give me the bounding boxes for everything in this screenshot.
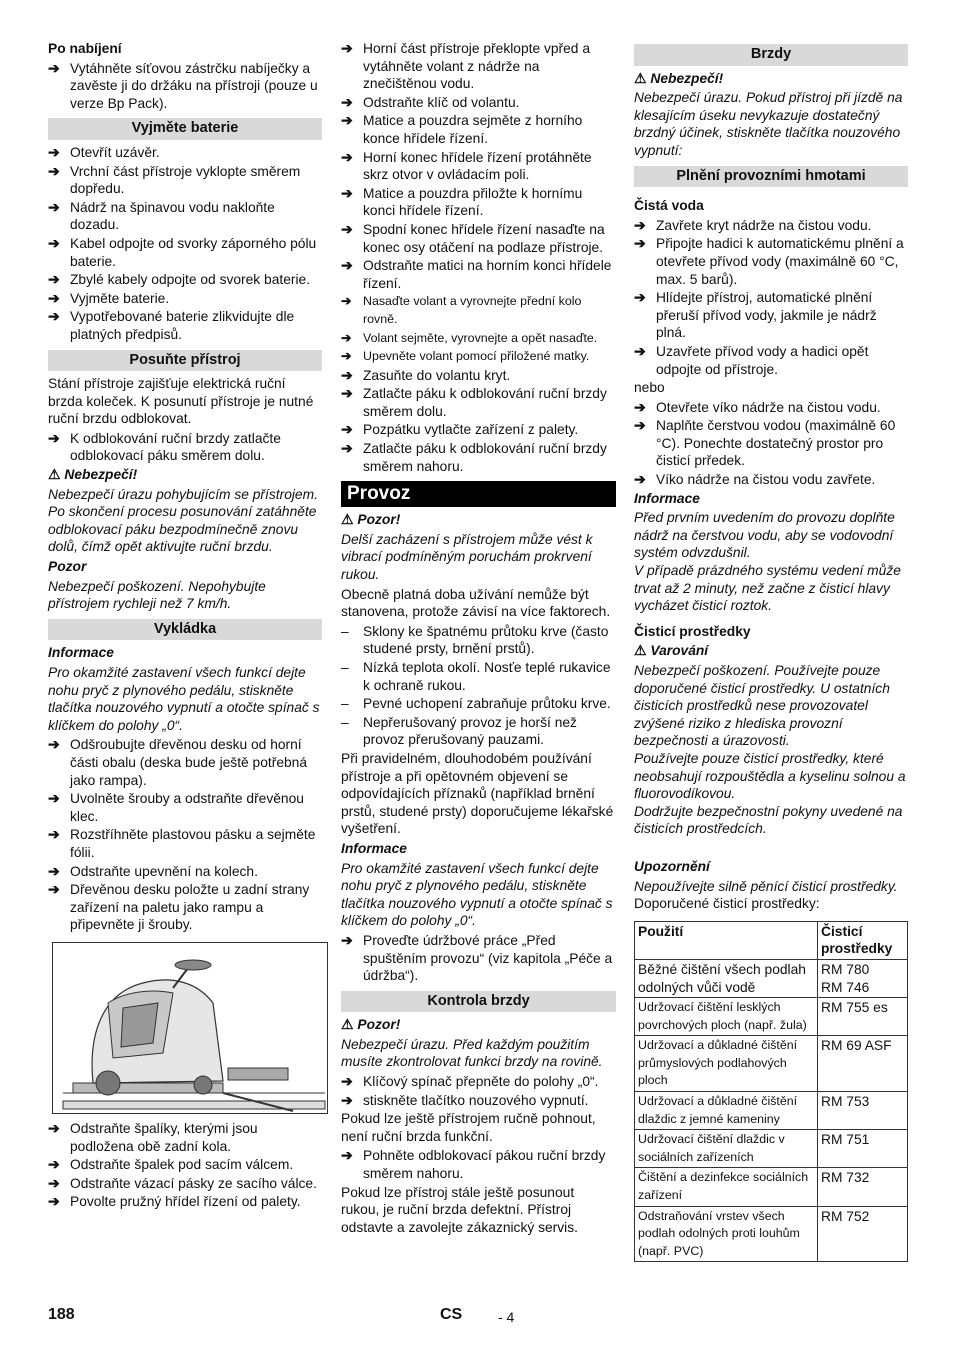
table-cell-agent: RM 752 <box>818 1206 908 1262</box>
arrow-item: ➔ Klíčový spínač přepněte do polohy „0“. <box>341 1074 599 1090</box>
table-row <box>635 1206 908 1262</box>
table-row <box>635 998 908 1036</box>
table-header-cell: Čisticí prostředky <box>818 921 908 959</box>
arrow-item: ➔ Pozpátku vytlačte zařízení z palety. <box>341 422 579 438</box>
table-cell-use: Odstraňování vrstev všech podlah odolných proti louhům (např. PVC) <box>635 1206 818 1262</box>
heading-pozor: Pozor! <box>357 1017 401 1033</box>
table-cell-use: Udržovací čištění lesklých povrchových ploch (např. žula) <box>635 998 818 1036</box>
arrow-icon: ➔ <box>341 221 353 237</box>
dash-item: – Sklony ke špatnému průtoku krve (často studené prsty, brnění prstů). <box>341 623 609 657</box>
table-cell-agent: RM 69 ASF <box>818 1036 908 1092</box>
arrow-icon: ➔ <box>48 60 60 76</box>
arrow-icon: ➔ <box>634 290 646 306</box>
paragraph: Při pravidelném, dlouhodobém používání přístroje a při opětovném objevení se odpovídajících příznaků (například brnění prstů, studené prsty) doporučujeme lékařské vyšetření. <box>341 750 614 837</box>
section-vykladka: Vykládka <box>48 619 322 641</box>
arrow-icon: ➔ <box>341 441 353 457</box>
arrow-item: ➔ Zatlačte páku k odblokování ruční brzdy směrem dolu. <box>341 386 607 419</box>
section-posunte-pristroj: Posuňte přístroj <box>48 350 322 372</box>
arrow-item: ➔ Odstraňte špalek pod sacím válcem. <box>48 1157 294 1173</box>
dash-marker: – <box>341 623 349 639</box>
arrow-item: ➔ Naplňte čerstvou vodou (maximálně 60 °C). Ponechte dostatečný prostor pro čisticí prředek. <box>634 418 896 469</box>
paragraph: Dodržujte bezpečnostní pokyny uvedené na čisticích prostředcích. <box>634 803 903 837</box>
arrow-item: ➔ Otevřete víko nádrže na čistou vodu. <box>634 399 881 415</box>
page-number: 188 <box>48 1306 75 1323</box>
list-cista-voda-2 <box>634 399 908 489</box>
arrow-icon: ➔ <box>48 144 60 160</box>
arrow-icon: ➔ <box>48 235 60 251</box>
arrow-item: ➔ Matice a pouzdra sejměte z horního konce hřídele řízení. <box>341 113 583 146</box>
arrow-item: ➔ Kabel odpojte od svorky záporného pólu baterie. <box>48 235 317 269</box>
arrow-item: ➔ stiskněte tlačítko nouzového vypnutí. <box>341 1092 589 1108</box>
arrow-item: ➔ Horní část přístroje překlopte vpřed a vytáhněte volant z nádrže na znečištěnou vodu. <box>341 41 590 92</box>
table-header-cell: Použití <box>635 921 818 959</box>
arrow-icon: ➔ <box>48 1175 60 1191</box>
paragraph: Pokud lze ještě přístrojem ručně pohnout, není ruční brzda funkční. <box>341 1111 596 1144</box>
arrow-item: ➔ Vyjměte baterie. <box>48 290 170 306</box>
table-cell-use: Udržovací a důkladné čištění průmyslových podlahových ploch <box>635 1036 818 1092</box>
arrow-item: ➔ Zbylé kabely odpojte od svorek baterie. <box>48 272 311 288</box>
paragraph: Delší zacházení s přístrojem může vést k vibrací podmíněným poruchám prokrvení rukou. <box>341 531 593 583</box>
arrow-item: ➔ Zatlačte páku k odblokování ruční brzdy směrem nahoru. <box>341 441 607 474</box>
arrow-item: ➔ Rozstříhněte plastovou pásku a sejměte fólii. <box>48 827 316 860</box>
scrubber-drawing <box>53 943 327 1113</box>
warning-triangle-icon: ⚠ <box>341 1017 354 1033</box>
paragraph: V případě prázdného systému vedení může trvat až 2 minuty, než začne z čisticí hlavy vycházet čisticí roztok. <box>634 563 901 614</box>
dash-marker: – <box>341 714 349 730</box>
arrow-icon: ➔ <box>341 94 353 110</box>
arrow-icon: ➔ <box>48 199 60 215</box>
heading-pozor: Pozor! <box>357 512 401 528</box>
heading-nebezpeci: Nebezpečí! <box>64 467 138 483</box>
arrow-item: ➔ Volant sejměte, vyrovnejte a opět nasaďte. <box>341 330 616 348</box>
arrow-icon: ➔ <box>48 272 60 288</box>
arrow-icon: ➔ <box>634 418 646 434</box>
arrow-icon: ➔ <box>48 163 60 179</box>
table-cell-agent: RM 732 <box>818 1168 908 1206</box>
arrow-icon: ➔ <box>48 1120 60 1136</box>
warning-triangle-icon: ⚠ <box>634 643 647 659</box>
paragraph: Nebezpečí úrazu. Pokud přístroj při jízdě na klesajícím úseku nevykazuje dostatečný brzdný účinek, stiskněte tlačítka nouzového vypnutí: <box>634 90 903 158</box>
machine-illustration <box>52 942 328 1114</box>
table-row <box>635 1168 908 1206</box>
warning-triangle-icon: ⚠ <box>48 467 61 483</box>
section-plneni: Plnění provozními hmotami <box>634 166 908 188</box>
heading-cistici-prostredky: Čisticí prostředky <box>634 623 751 639</box>
arrow-item: ➔ Uzavřete přívod vody a hadici opět odpojte od přístroje. <box>634 343 869 377</box>
arrow-item: ➔ K odblokování ruční brzdy zatlačte odblokovací páku směrem dolu. <box>48 430 281 464</box>
arrow-icon: ➔ <box>341 149 353 165</box>
arrow-item: ➔ Odstraňte upevnění na kolech. <box>48 863 258 879</box>
arrow-item: ➔ Dřevěnou desku položte u zadní strany zařízení na paletu jako rampu a připevněte ji šrouby. <box>48 882 310 933</box>
arrow-icon: ➔ <box>341 1092 353 1108</box>
table-cell-agent: RM 780 RM 746 <box>818 959 908 997</box>
arrow-icon: ➔ <box>48 1194 60 1210</box>
table-cell-agent: RM 755 es <box>818 998 908 1036</box>
heading-po-nabijeni: Po nabíjení <box>48 41 122 56</box>
arrow-item: ➔ Nasaďte volant a vyrovnejte přední kolo rovně. <box>341 293 616 328</box>
text-nebo: nebo <box>634 380 665 396</box>
heading-informace: Informace <box>341 840 407 856</box>
arrow-icon: ➔ <box>341 113 353 129</box>
paragraph: Pro okamžité zastavení všech funkcí dejte nohu pryč z plynového pedálu, stiskněte tlačítka nouzového vypnutí a otočte spínač s klíčkem do polohy „0“. <box>48 665 320 733</box>
table-row <box>635 1036 908 1092</box>
arrow-item: ➔ Odstraňte matici na horním konci hřídele řízení. <box>341 258 612 291</box>
table-cell-use: Běžné čištění všech podlah odolných vůči vodě <box>635 959 818 997</box>
arrow-icon: ➔ <box>48 882 60 898</box>
heading-cista-voda: Čistá voda <box>634 198 704 214</box>
paragraph: Pokud lze přístroj stále ještě posunout rukou, je ruční brzda defektní. Přístroj odstavte a zavolejte zákaznický servis. <box>341 1184 578 1235</box>
arrow-item: ➔ Matice a pouzdra přiložte k hornímu konci hřídele řízení. <box>341 185 583 219</box>
list-steering <box>341 40 616 292</box>
arrow-icon: ➔ <box>341 258 353 274</box>
heading-informace: Informace <box>634 490 700 506</box>
list-dashes <box>341 623 616 749</box>
arrow-icon: ➔ <box>341 1074 353 1090</box>
warning-triangle-icon: ⚠ <box>634 70 647 86</box>
arrow-icon: ➔ <box>634 217 646 233</box>
paragraph: Obecně platná doba užívání nemůže být stanovena, protože závisí na více faktorech. <box>341 586 611 620</box>
arrow-icon: ➔ <box>341 1148 353 1164</box>
arrow-item: ➔ Uvolněte šrouby a odstraňte dřevěnou klec. <box>48 791 304 824</box>
column-2 <box>341 40 616 1238</box>
table-header-row <box>635 921 908 959</box>
table-cell-use: Udržovací čištění dlaždic v sociálních zařízeních <box>635 1130 818 1168</box>
arrow-item: ➔ Odstraňte vázací pásky ze sacího válce. <box>48 1175 317 1191</box>
list-vykladka <box>48 736 322 934</box>
arrow-item: ➔ Připojte hadici k automatickému plnění a otevřete přívod vody (maximálně 60 °C, max. 5 barů). <box>634 236 904 287</box>
heading-pozor: Pozor <box>48 559 87 575</box>
arrow-icon: ➔ <box>341 349 352 364</box>
table-row <box>635 1092 908 1130</box>
paragraph: Nebezpečí úrazu. Před každým použitím musíte zkontrolovat funkci brzdy na rovině. <box>341 1036 603 1070</box>
arrow-item: ➔ Povolte pružný hřídel řízení od palety. <box>48 1194 301 1210</box>
arrow-icon: ➔ <box>48 309 60 325</box>
table-cell-use: Udržovací a důkladné čištění dlaždic z jemné kameniny <box>635 1092 818 1130</box>
section-provoz: Provoz <box>341 481 616 507</box>
language-code: CS <box>440 1306 463 1323</box>
arrow-item: ➔ Odstraňte klíč od volantu. <box>341 94 520 110</box>
arrow-icon: ➔ <box>48 737 60 753</box>
warning-triangle-icon: ⚠ <box>341 512 354 528</box>
column-1 <box>48 40 322 1212</box>
arrow-item: ➔ Zasuňte do volantu kryt. <box>341 367 511 383</box>
paragraph: Pro okamžité zastavení všech funkcí dejte nohu pryč z plynového pedálu, stiskněte tlačítka nouzového vypnutí a otočte spínač s klíčkem do polohy „0“. <box>341 860 613 929</box>
table-row <box>635 1130 908 1168</box>
arrow-icon: ➔ <box>634 472 646 488</box>
arrow-item: ➔ Vytáhněte síťovou zástrčku nabíječky a zavěste ji do držáku na přístroji (pouze u verze Bp Pack). <box>48 60 318 111</box>
arrow-icon: ➔ <box>341 185 353 201</box>
dash-item: – Nepřerušovaný provoz je horší než provoz přerušovaný pauzami. <box>341 714 577 748</box>
arrow-icon: ➔ <box>341 386 353 402</box>
arrow-item: ➔ Upevněte volant pomocí přiložené matky. <box>341 348 616 366</box>
arrow-icon: ➔ <box>341 41 353 56</box>
arrow-icon: ➔ <box>48 1157 60 1173</box>
arrow-item: ➔ Odšroubujte dřevěnou desku od horní části obalu (deska bude ještě potřebná jako rampa). <box>48 737 308 788</box>
arrow-item: ➔ Pohněte odblokovací pákou ruční brzdy směrem nahoru. <box>341 1148 606 1182</box>
paragraph: Nebezpečí poškození. Používejte pouze doporučené čisticí prostředky. U ostatních čisticích prostředků nese provozovatel zvýšené riziko z hlediska provozní bezpečnosti a úrazovosti. <box>634 663 890 749</box>
arrow-icon: ➔ <box>341 367 353 383</box>
arrow-icon: ➔ <box>634 399 646 415</box>
paragraph: Používejte pouze čisticí prostředky, které neobsahují rozpouštědla a kyselinu solnou a fluorovodíkovou. <box>634 750 906 802</box>
section-brzdy: Brzdy <box>634 44 908 66</box>
paragraph: Před prvním uvedením do provozu doplňte nádrž na čerstvou vodu, aby se vodovodní systém odvzdušnil. <box>634 510 895 561</box>
section-vyjmete-baterie: Vyjměte baterie <box>48 118 322 140</box>
dash-marker: – <box>341 660 349 675</box>
arrow-item: ➔ Spodní konec hřídele řízení nasaďte na konec osy otáčení na podlaze přístroje. <box>341 221 605 255</box>
arrow-item: ➔ Proveďte údržbové práce „Před spuštěním provozu“ (viz kapitola „Péče a údržba“). <box>341 932 613 984</box>
arrow-item: ➔ Hlídejte přístroj, automatické plnění přeruší přívod vody, jakmile je nádrž plná. <box>634 290 877 341</box>
arrow-icon: ➔ <box>48 430 60 446</box>
heading-nebezpeci: Nebezpečí! <box>650 70 724 86</box>
arrow-icon: ➔ <box>48 863 60 879</box>
list-cista-voda <box>634 217 908 378</box>
section-kontrola-brzdy: Kontrola brzdy <box>341 991 616 1013</box>
arrow-icon: ➔ <box>341 294 352 309</box>
paragraph: Doporučené čisticí prostředky: <box>634 896 820 912</box>
arrow-icon: ➔ <box>48 827 60 843</box>
cleaning-agents-table <box>634 921 908 1263</box>
list-vykladka-2 <box>48 1120 322 1211</box>
arrow-item: ➔ Otevřít uzávěr. <box>48 144 160 160</box>
paragraph: Stání přístroje zajišťuje elektrická ruční brzda koleček. K posunutí přístroje je nutné ruční brzdu odblokovat. <box>48 376 314 427</box>
table-cell-agent: RM 753 <box>818 1092 908 1130</box>
arrow-item: ➔ Vrchní část přístroje vyklopte směrem dopředu. <box>48 163 301 197</box>
list-vyjmete <box>48 144 322 344</box>
arrow-icon: ➔ <box>48 290 60 306</box>
list-steering-2 <box>341 367 616 476</box>
column-3 <box>634 40 908 1262</box>
arrow-item: ➔ Vypotřebované baterie zlikvidujte dle platných předpisů. <box>48 309 295 342</box>
heading-varovani: Varování <box>650 643 709 659</box>
arrow-icon: ➔ <box>634 343 646 359</box>
dash-marker: – <box>341 696 349 712</box>
arrow-item: ➔ Odstraňte špalíky, kterými jsou podložena obě zadní kola. <box>48 1120 258 1154</box>
arrow-item: ➔ Víko nádrže na čistou vodu zavřete. <box>634 472 876 488</box>
arrow-icon: ➔ <box>48 791 60 807</box>
arrow-item: ➔ Zavřete kryt nádrže na čistou vodu. <box>634 217 872 233</box>
table-cell-agent: RM 751 <box>818 1130 908 1168</box>
sub-page: - 4 <box>498 1309 515 1325</box>
arrow-item: ➔ Nádrž na špinavou vodu nakloňte dozadu. <box>48 199 275 233</box>
paragraph: Nepoužívejte silně pěnící čisticí prostředky. <box>634 878 898 894</box>
heading-informace: Informace <box>48 645 114 661</box>
paragraph: Nebezpečí poškození. Nepohybujte přístrojem rychleji než 7 km/h. <box>48 578 266 612</box>
heading-upozorneni: Upozornění <box>634 858 710 874</box>
arrow-icon: ➔ <box>341 932 353 948</box>
table-cell-use: Čištění a dezinfekce sociálních zařízení <box>635 1168 818 1206</box>
arrow-item: ➔ Horní konec hřídele řízení protáhněte skrz otvor v ovládacím poli. <box>341 149 592 183</box>
dash-item: – Nízká teplota okolí. Nosťe teplé rukavice k ochraně rukou. <box>341 660 611 693</box>
dash-item: – Pevné uchopení zabraňuje průtoku krve. <box>341 696 611 712</box>
arrow-icon: ➔ <box>634 236 646 252</box>
arrow-icon: ➔ <box>341 330 352 345</box>
paragraph: Nebezpečí úrazu pohybujícím se přístrojem. Po skončení procesu posunování zatáhněte odblokovací páku bezpodmínečně znovu dolů, čímž opět aktivujte ruční brzdu. <box>48 486 318 555</box>
table-row <box>635 959 908 997</box>
arrow-icon: ➔ <box>341 422 353 438</box>
